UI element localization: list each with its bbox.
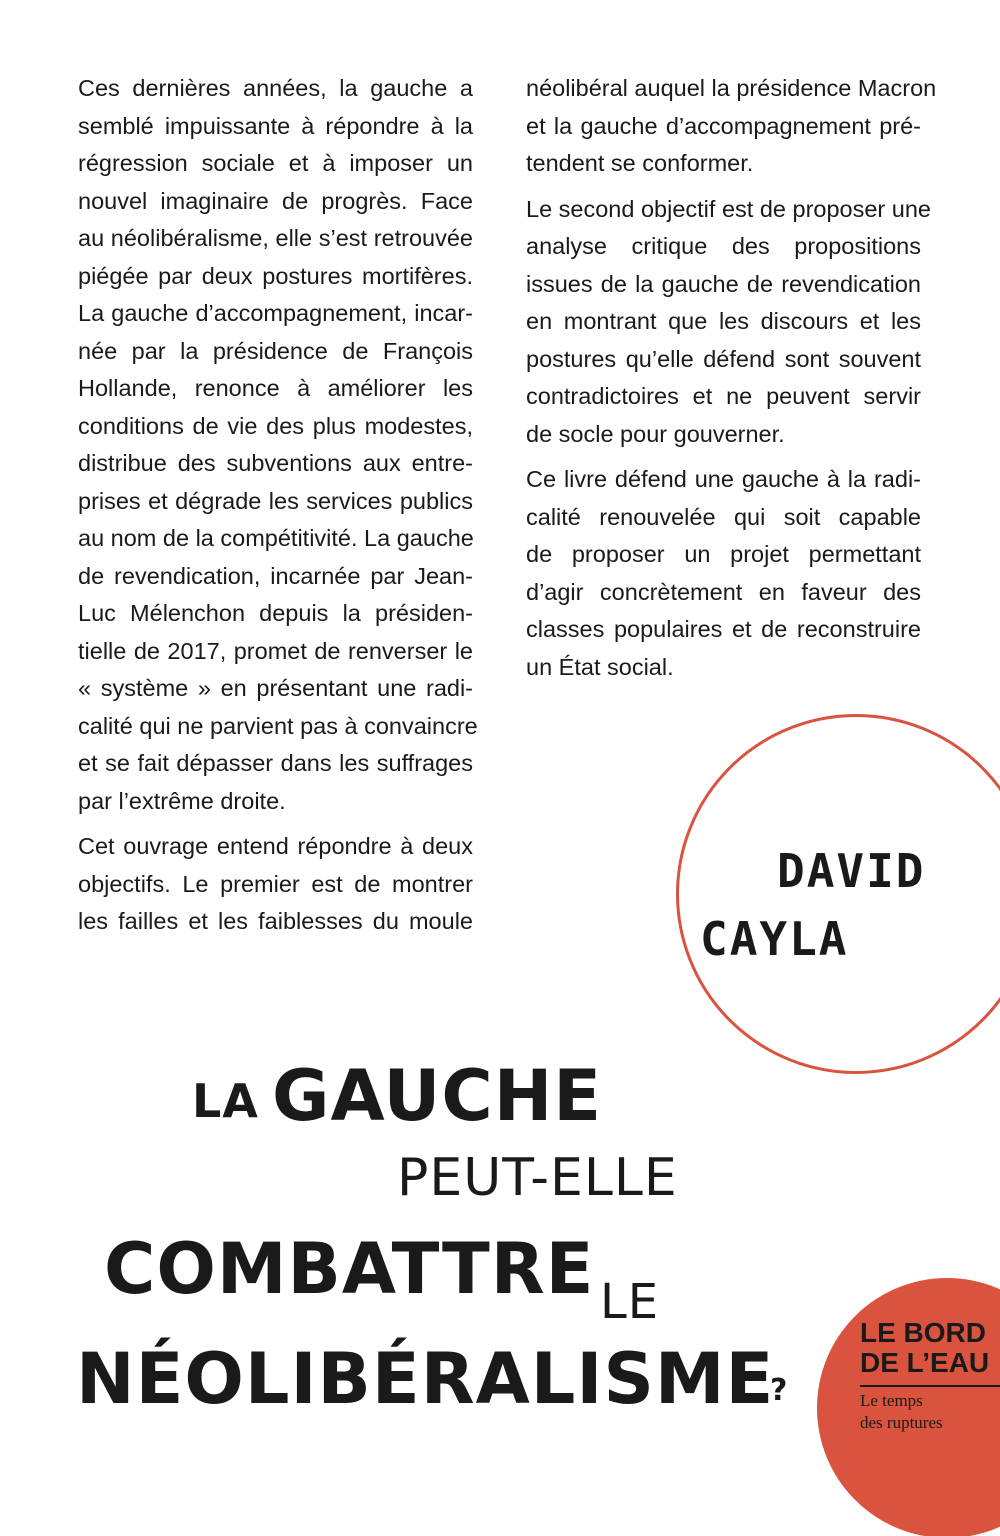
paragraph-gap [526,453,921,461]
blurb-line: au nom de la compétitivité. La gauche [78,525,474,551]
blurb-line: La gauche d’accompagnement, incar- [78,300,473,326]
publisher-name-line: DE L’EAU [860,1347,990,1378]
blurb-left-column [78,70,478,941]
publisher-name-line: LE BORD [860,1317,986,1348]
blurb-line: Cet ouvrage entend répondre à deux [78,833,473,859]
blurb-line: au néolibéralisme, elle s’est retrouvée [78,225,473,251]
title-word-le: LE [600,1274,660,1330]
blurb-line: conditions de vie des plus modestes, [78,412,473,439]
blurb-line: de proposer un projet permettant [526,541,921,567]
blurb-line: piégée par deux postures mortifères. [78,262,473,289]
blurb-right-column [526,70,937,686]
blurb-line: calité renouvelée qui soit capable [526,503,921,530]
blurb-line: nouvel imaginaire de progrès. Face [78,187,473,214]
title-word-gauche: GAUCHE [272,1055,603,1137]
blurb-line: de socle pour gouverner. [526,420,785,447]
blurb-line: néolibéral auquel la présidence Macron [526,75,937,101]
blurb-line: Ce livre défend une gauche à la radi- [526,466,921,492]
blurb-line: analyse critique des propositions [526,233,921,259]
blurb-line: calité qui ne parvient pas à convaincre [78,712,478,739]
blurb-line: Ces dernières années, la gauche a [78,75,473,101]
blurb-line: née par la présidence de François [78,337,473,364]
collection-line: des ruptures [860,1413,943,1432]
title-word-combattre: COMBATTRE [104,1228,595,1310]
blurb-line: un État social. [526,653,674,680]
publisher-name [860,1317,990,1378]
blurb-line: tielle de 2017, promet de renverser le [78,637,473,664]
blurb-line: et la gauche d’accompagnement pré- [526,112,921,139]
blurb-line: prises et dégrade les services publics [78,487,473,514]
blurb-line: Luc Mélenchon depuis la présiden- [78,600,473,626]
title-word-neoliberalisme: NÉOLIBÉRALISME [76,1338,775,1420]
blurb-line: postures qu’elle défend sont souvent [526,345,921,372]
paragraph-gap [78,820,473,828]
blurb-line: contradictoires et ne peuvent servir [526,383,921,409]
author-last-name: CAYLA [700,912,849,966]
blurb-line: Hollande, renonce à améliorer les [78,375,473,401]
publisher-divider [860,1385,1000,1387]
blurb-line: d’agir concrètement en faveur des [526,578,921,605]
blurb-line: en montrant que les discours et les [526,308,921,334]
blurb-line: semblé impuissante à répondre à la [78,112,473,139]
blurb-line: Le second objectif est de proposer une [526,195,931,222]
blurb-line: les failles et les faiblesses du moule [78,908,473,934]
blurb-line: issues de la gauche de revendication [526,270,921,297]
title-word-peut-elle: PEUT-ELLE [397,1148,678,1208]
blurb-line: de revendication, incarnée par Jean- [78,562,473,589]
title-question-mark: ? [770,1373,789,1408]
blurb-line: par l’extrême droite. [78,787,286,814]
title-word-la: LA [192,1074,259,1128]
author-first-name: DAVID [777,844,926,898]
blurb-line: régression sociale et à imposer un [78,150,473,176]
collection-line: Le temps [860,1391,923,1410]
blurb-line: tendent se conformer. [526,150,754,176]
blurb-line: « système » en présentant une radi- [78,675,473,701]
blurb-line: classes populaires et de reconstruire [526,616,921,642]
blurb-line: distribue des subventions aux entre- [78,450,473,476]
collection-name [860,1390,943,1434]
blurb-line: objectifs. Le premier est de montrer [78,870,473,897]
paragraph-gap [526,183,921,191]
blurb-line: et se fait dépasser dans les suffrages [78,750,473,776]
